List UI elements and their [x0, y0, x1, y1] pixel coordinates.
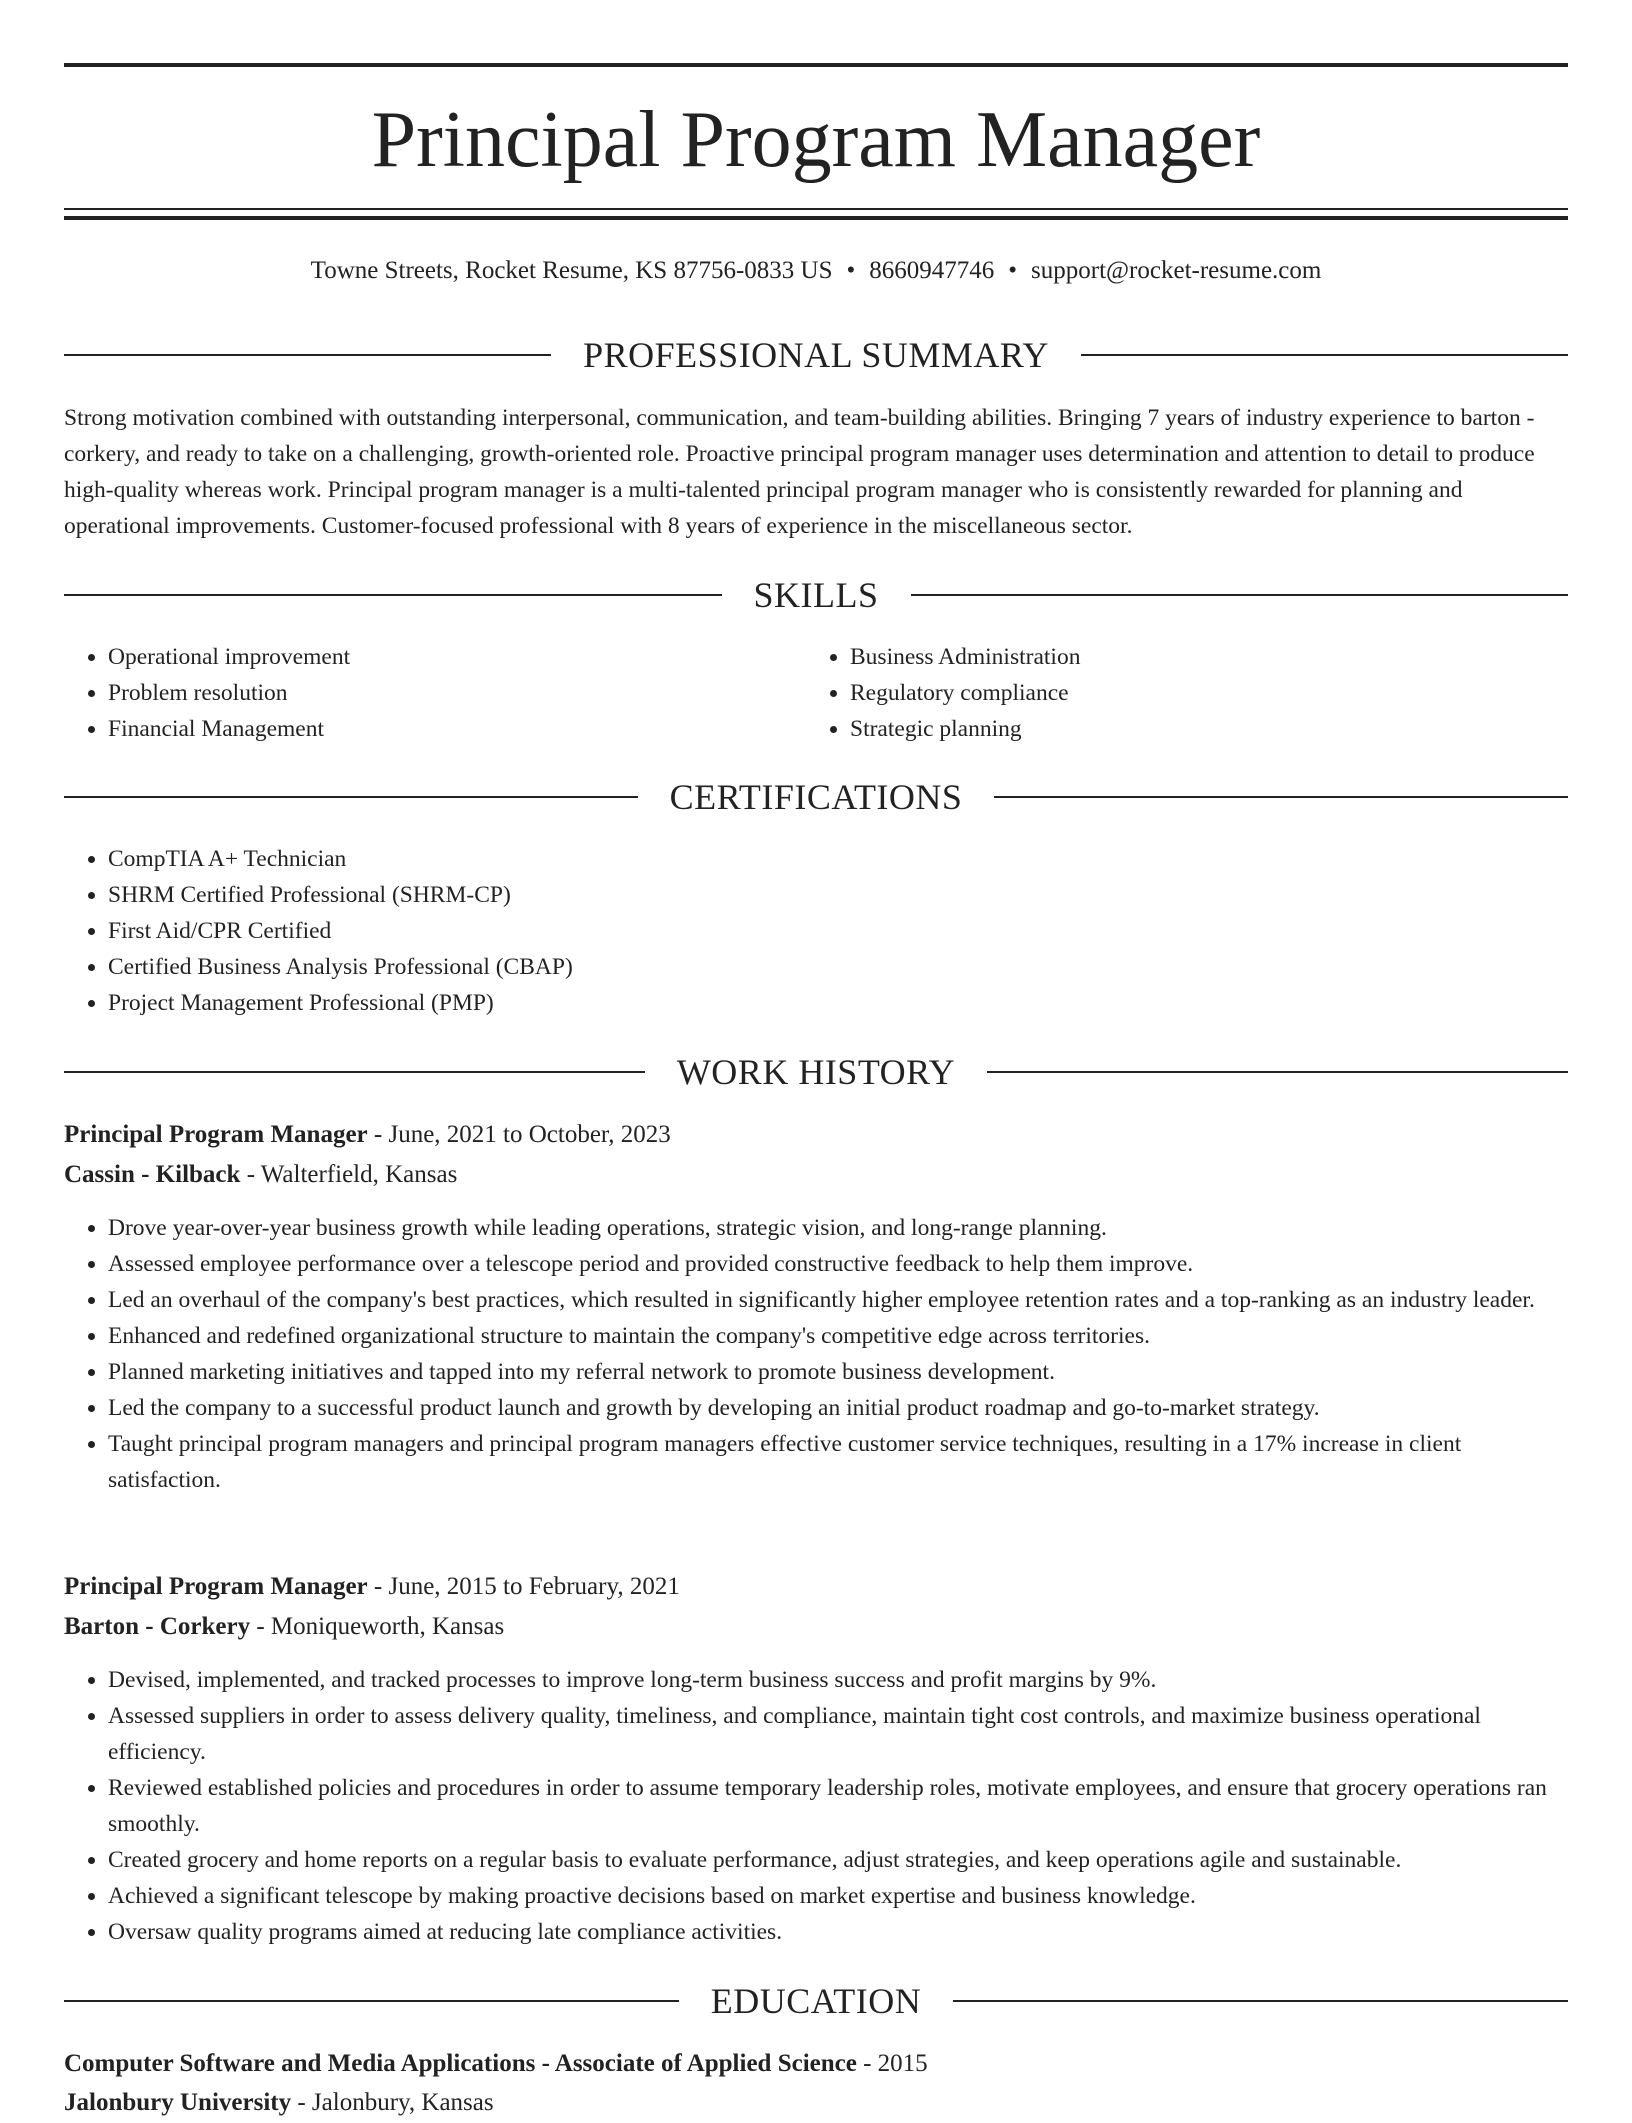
- heading-rule-right: [911, 594, 1569, 596]
- heading-rule-left: [64, 354, 551, 356]
- heading-rule-left: [64, 594, 722, 596]
- job-bullet: • Led the company to a successful product launch and growth by developing an initial product roadmap and go-to-market strategy.: [108, 1390, 1568, 1426]
- contact-separator: •: [846, 257, 856, 284]
- summary-heading: [64, 333, 1568, 377]
- job-dates: - June, 2021 to October, 2023: [367, 1121, 671, 1148]
- skills-list-left: [64, 639, 350, 747]
- contact-email: support@rocket-resume.com: [1031, 257, 1322, 284]
- education-location: - Jalonbury, Kansas: [291, 2089, 494, 2116]
- job-bullets: [64, 1210, 1568, 1498]
- education-school-line: [64, 2083, 1568, 2123]
- certification-item: • Certified Business Analysis Professional (CBAP): [108, 949, 573, 985]
- job-bullet: • Led an overhaul of the company's best practices, which resulted in significantly higher employee retention rates and a top-ranking as an industry leader.: [108, 1282, 1568, 1318]
- skill-item: • Strategic planning: [850, 711, 1080, 747]
- job-company-line: [64, 1155, 1568, 1195]
- heading-rule-left: [64, 796, 638, 798]
- job-bullet: • Achieved a significant telescope by making proactive decisions based on market expertise and business knowledge.: [108, 1878, 1568, 1914]
- job-dates: - June, 2015 to February, 2021: [367, 1573, 680, 1600]
- section-title: CERTIFICATIONS: [669, 777, 963, 817]
- education-year: - 2015: [856, 2050, 928, 2077]
- heading-rule-right: [987, 1071, 1568, 1073]
- education-degree-line: [64, 2044, 1568, 2084]
- certification-item: • CompTIA A+ Technician: [108, 841, 573, 877]
- heading-rule-right: [994, 796, 1568, 798]
- job-bullet: • Taught principal program managers and principal program managers effective customer service techniques, resulting in a 17% increase in client satisfaction.: [108, 1426, 1568, 1498]
- skill-item: • Problem resolution: [108, 675, 350, 711]
- heading-rule-right: [1081, 354, 1568, 356]
- section-title: PROFESSIONAL SUMMARY: [583, 335, 1049, 375]
- education-school: Jalonbury University: [64, 2089, 292, 2116]
- job-bullet: • Created grocery and home reports on a regular basis to evaluate performance, adjust strategies, and keep operations agile and sustainable.: [108, 1842, 1568, 1878]
- certifications-list: [64, 841, 573, 1021]
- job-bullet: • Assessed employee performance over a telescope period and provided constructive feedback to help them improve.: [108, 1246, 1568, 1282]
- job-title: Principal Program Manager: [64, 1121, 368, 1148]
- certification-item: • SHRM Certified Professional (SHRM-CP): [108, 877, 573, 913]
- job-company: Cassin - Kilback: [64, 1161, 241, 1188]
- job-location: - Walterfield, Kansas: [240, 1161, 458, 1188]
- job-company: Barton - Corkery: [64, 1613, 251, 1640]
- job-title-line: [64, 1567, 1568, 1607]
- double-rule: [64, 208, 1568, 220]
- resume-name: Principal Program Manager: [371, 96, 1261, 184]
- job-bullet: • Devised, implemented, and tracked processes to improve long-term business success and profit margins by 9%.: [108, 1662, 1568, 1698]
- job-bullet: • Assessed suppliers in order to assess delivery quality, timeliness, and compliance, maintain tight cost controls, and maximize business operational efficiency.: [108, 1698, 1568, 1770]
- certification-item: • First Aid/CPR Certified: [108, 913, 573, 949]
- job-bullet: • Drove year-over-year business growth while leading operations, strategic vision, and long-range planning.: [108, 1210, 1568, 1246]
- skills-heading: [64, 573, 1568, 617]
- job-title: Principal Program Manager: [64, 1573, 368, 1600]
- contact-address: Towne Streets, Rocket Resume, KS 87756-0833 US: [310, 257, 833, 284]
- skill-item: • Operational improvement: [108, 639, 350, 675]
- job-bullet: • Reviewed established policies and procedures in order to assume temporary leadership roles, motivate employees, and ensure that grocery operations ran smoothly.: [108, 1770, 1568, 1842]
- job-company-line: [64, 1607, 1568, 1647]
- skill-item: • Financial Management: [108, 711, 350, 747]
- heading-rule-left: [64, 1071, 645, 1073]
- job-location: - Moniqueworth, Kansas: [250, 1613, 505, 1640]
- skill-item: • Business Administration: [850, 639, 1080, 675]
- heading-rule-right: [953, 2000, 1568, 2002]
- job-title-line: [64, 1115, 1568, 1155]
- certification-item: • Project Management Professional (PMP): [108, 985, 573, 1021]
- contact-line: [64, 254, 1568, 288]
- contact-separator: •: [1008, 257, 1018, 284]
- education-degree: Computer Software and Media Applications - Associate of Applied Science: [64, 2050, 857, 2077]
- top-rule: [64, 63, 1568, 67]
- section-title: SKILLS: [753, 575, 879, 615]
- job-bullets: [64, 1662, 1568, 1950]
- section-title: EDUCATION: [710, 1981, 922, 2021]
- heading-rule-left: [64, 2000, 679, 2002]
- job-bullet: • Planned marketing initiatives and tapped into my referral network to promote business development.: [108, 1354, 1568, 1390]
- summary-text: Strong motivation combined with outstanding interpersonal, communication, and team-building abilities. Bringing 7 years of industry experience to barton - corkery, and ready to take on a challenging, growth-oriented role. Proactive principal program manager uses determination and attention to detail to produce high-quality whereas work. Principal program manager is a multi-talented principal program manager who is consistently rewarded for planning and operational improvements. Customer-focused professional with 8 years of experience in the miscellaneous sector.: [64, 405, 1535, 539]
- skill-item: • Regulatory compliance: [850, 675, 1080, 711]
- work-heading: [64, 1050, 1568, 1094]
- contact-phone: 8660947746: [869, 257, 995, 284]
- job-bullet: • Enhanced and redefined organizational structure to maintain the company's competitive edge across territories.: [108, 1318, 1568, 1354]
- section-title: WORK HISTORY: [676, 1052, 956, 1092]
- certifications-heading: [64, 775, 1568, 819]
- job-bullet: • Oversaw quality programs aimed at reducing late compliance activities.: [108, 1914, 1568, 1950]
- education-heading: [64, 1979, 1568, 2023]
- skills-list-right: [806, 639, 1080, 747]
